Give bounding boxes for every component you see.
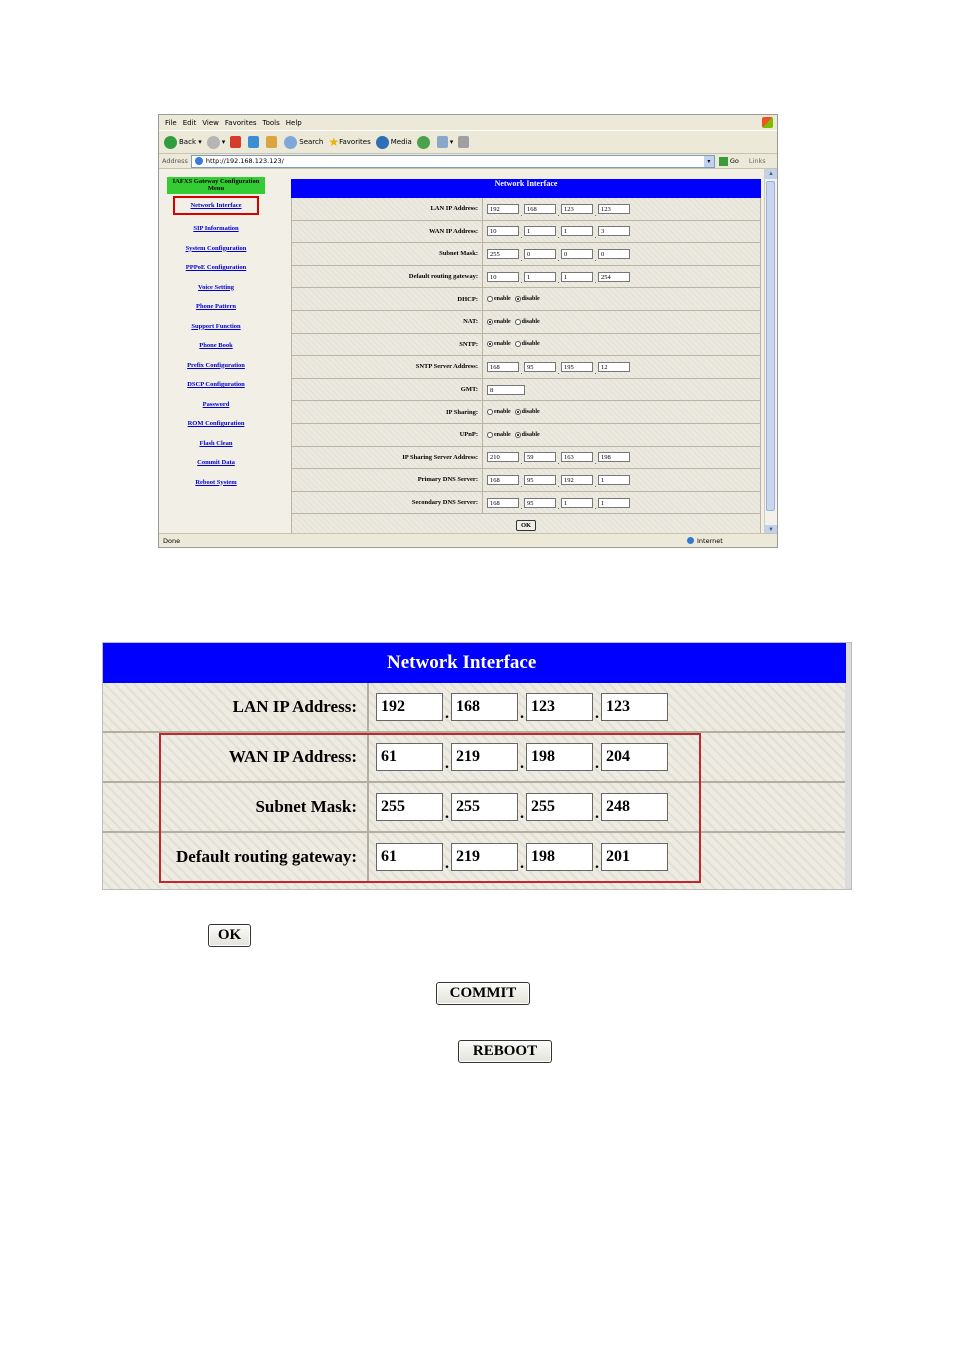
zoom-lan-octet-1[interactable]: 192 <box>376 693 443 721</box>
menu-favorites[interactable]: Favorites <box>224 118 257 127</box>
nat-label: NAT: <box>292 311 483 333</box>
zoom-wan-octet-1[interactable]: 61 <box>376 743 443 771</box>
reboot-button[interactable]: REBOOT <box>458 1040 552 1063</box>
zoom-mask-octet-2[interactable]: 255 <box>451 793 518 821</box>
sntp-label: SNTP: <box>292 334 483 356</box>
upnp-enable-radio[interactable] <box>487 432 493 438</box>
media-icon <box>376 136 389 149</box>
dhcp-enable-option[interactable]: enable <box>487 296 511 302</box>
security-zone: Internet <box>687 537 723 545</box>
wan-ip-row: WAN IP Address: 10 . 1 . 1 . 3 <box>291 221 761 244</box>
windows-logo-icon <box>762 117 773 128</box>
address-input[interactable] <box>191 155 715 168</box>
dhcp-disable-option[interactable]: disable <box>515 296 540 302</box>
status-text: Done <box>163 536 181 545</box>
scroll-down-icon[interactable]: ▼ <box>765 525 777 535</box>
nat-disable-option[interactable]: disable <box>515 319 540 325</box>
lan-ip-label: LAN IP Address: <box>292 198 483 220</box>
zoom-wan-row: WAN IP Address: 61 . 219 . 198 . 204 <box>103 733 851 783</box>
zoom-lan-row: LAN IP Address: 192 . 168 . 123 . 123 <box>103 683 851 733</box>
sntp-server-octet-1[interactable]: 168 <box>487 362 519 372</box>
gateway-octet-4[interactable]: 254 <box>598 272 630 282</box>
home-icon <box>266 136 277 148</box>
home-button[interactable] <box>266 136 279 148</box>
secondary-dns-octet-4[interactable]: 1 <box>598 498 630 508</box>
sntp-disable-radio[interactable] <box>515 341 521 347</box>
sntp-server-octet-4[interactable]: 12 <box>598 362 630 372</box>
address-dropdown-icon[interactable]: ▾ <box>704 156 714 167</box>
lan-ip-octet-2[interactable]: 168 <box>524 204 556 214</box>
gateway-octet-3[interactable]: 1 <box>561 272 593 282</box>
wan-ip-octet-4[interactable]: 3 <box>598 226 630 236</box>
primary-dns-octet-3[interactable]: 192 <box>561 475 593 485</box>
menu-link-flash-clean[interactable]: Flash Clean <box>199 439 233 447</box>
mask-octet-1[interactable]: 255 <box>487 249 519 259</box>
ok-button-large[interactable]: OK <box>208 924 251 947</box>
zoom-gateway-label: Default routing gateway: <box>103 833 369 881</box>
zoomed-network-panel <box>102 642 852 890</box>
status-bar <box>159 533 777 547</box>
ip-sharing-disable-radio[interactable] <box>515 409 521 415</box>
primary-dns-octet-1[interactable]: 168 <box>487 475 519 485</box>
sntp-server-row: SNTP Server Address: 168 . 95 . 195 . 12 <box>291 356 761 379</box>
address-bar <box>159 154 777 169</box>
config-menu <box>167 177 265 492</box>
sntp-server-label: SNTP Server Address: <box>292 356 483 378</box>
zoom-lan-label: LAN IP Address: <box>103 683 369 731</box>
lan-ip-octet-4[interactable]: 123 <box>598 204 630 214</box>
sntp-disable-option[interactable]: disable <box>515 341 540 347</box>
zoom-gateway-octet-1[interactable]: 61 <box>376 843 443 871</box>
lan-ip-octet-1[interactable]: 192 <box>487 204 519 214</box>
menu-link-pppoe-configuration[interactable]: PPPoE Configuration <box>185 264 247 271</box>
menu-link-voice-setting[interactable]: Voice Setting <box>197 283 235 291</box>
secondary-dns-label: Secondary DNS Server: <box>292 492 483 514</box>
address-label: Address <box>162 157 188 165</box>
zoom-lan-octet-4[interactable]: 123 <box>601 693 668 721</box>
menu-edit[interactable]: Edit <box>182 118 197 127</box>
menu-link-system-configuration[interactable]: System Configuration <box>185 244 247 252</box>
nat-enable-radio[interactable] <box>487 319 493 325</box>
subnet-mask-row: Subnet Mask: 255 . 0 . 0 . 0 <box>291 243 761 266</box>
upnp-enable-option[interactable]: enable <box>487 432 511 438</box>
refresh-icon <box>248 136 259 148</box>
upnp-row <box>291 424 761 447</box>
lan-ip-row: LAN IP Address: 192 . 168 . 123 . 123 <box>291 198 761 221</box>
upnp-label: UPnP: <box>292 424 483 446</box>
sntp-enable-option[interactable]: enable <box>487 341 511 347</box>
ip-sharing-server-octet-1[interactable]: 210 <box>487 452 519 462</box>
stop-icon <box>230 136 241 148</box>
sntp-row <box>291 334 761 357</box>
zoom-gateway-octet-3[interactable]: 198 <box>526 843 593 871</box>
zoom-wan-octet-3[interactable]: 198 <box>526 743 593 771</box>
primary-dns-octet-4[interactable]: 1 <box>598 475 630 485</box>
primary-dns-row: Primary DNS Server: 168 . 95 . 192 . 1 <box>291 469 761 492</box>
menu-link-phone-pattern[interactable]: Phone Pattern <box>196 303 236 310</box>
star-icon: ★ <box>328 135 340 149</box>
go-button[interactable]: Go <box>719 157 739 166</box>
ok-button[interactable]: OK <box>516 520 536 531</box>
history-button[interactable] <box>417 136 432 149</box>
ip-sharing-server-octet-2[interactable]: 59 <box>524 452 556 462</box>
zoom-mask-label: Subnet Mask: <box>103 783 369 831</box>
links-button[interactable]: Links <box>748 157 766 165</box>
sntp-server-octet-2[interactable]: 95 <box>524 362 556 372</box>
ip-sharing-server-octet-4[interactable]: 198 <box>598 452 630 462</box>
vertical-scrollbar[interactable] <box>764 169 777 535</box>
browser-window <box>158 114 778 548</box>
mail-button[interactable]: ▾ <box>437 136 454 148</box>
menu-link-prefix-configuration[interactable]: Prefix Configuration <box>187 361 245 369</box>
mail-icon <box>437 136 448 148</box>
back-arrow-icon <box>164 136 177 149</box>
sntp-enable-radio[interactable] <box>487 341 493 347</box>
search-icon <box>284 136 297 149</box>
network-interface-panel <box>291 179 761 537</box>
sntp-server-octet-3[interactable]: 195 <box>561 362 593 372</box>
refresh-button[interactable] <box>248 136 261 148</box>
menu-link-commit-data[interactable]: Commit Data <box>197 459 235 466</box>
menu-view[interactable]: View <box>202 118 219 127</box>
ip-sharing-label: IP Sharing: <box>292 401 483 423</box>
forward-arrow-icon <box>207 136 220 149</box>
zoom-mask-octet-1[interactable]: 255 <box>376 793 443 821</box>
ip-sharing-row <box>291 401 761 424</box>
print-icon <box>458 136 469 148</box>
scroll-thumb[interactable] <box>766 181 775 511</box>
upnp-disable-radio[interactable] <box>515 432 521 438</box>
menu-link-network-interface[interactable]: Network Interface <box>173 196 259 215</box>
mask-octet-3[interactable]: 0 <box>561 249 593 259</box>
gmt-input[interactable]: 8 <box>487 385 525 395</box>
menu-help[interactable]: Help <box>285 118 302 127</box>
page-content <box>159 169 765 535</box>
dhcp-label: DHCP: <box>292 288 483 310</box>
ip-sharing-disable-option[interactable]: disable <box>515 409 540 415</box>
zoom-lan-octet-3[interactable]: 123 <box>526 693 593 721</box>
favorites-button[interactable]: ★ Favorites <box>328 135 371 149</box>
menu-link-reboot-system[interactable]: Reboot System <box>195 478 237 486</box>
ip-sharing-server-label: IP Sharing Server Address: <box>292 447 483 469</box>
gmt-row <box>291 379 761 402</box>
commit-button[interactable]: COMMIT <box>436 982 530 1005</box>
menu-bar <box>159 115 777 130</box>
zoom-panel-title: Network Interface <box>103 643 851 683</box>
url-text: http://192.168.123.123/ <box>205 157 284 165</box>
dhcp-enable-radio[interactable] <box>487 296 493 302</box>
primary-dns-octet-2[interactable]: 95 <box>524 475 556 485</box>
zoom-gateway-octet-2[interactable]: 219 <box>451 843 518 871</box>
primary-dns-label: Primary DNS Server: <box>292 469 483 491</box>
media-button[interactable]: Media <box>376 136 412 149</box>
wan-ip-label: WAN IP Address: <box>292 221 483 243</box>
secondary-dns-octet-3[interactable]: 1 <box>561 498 593 508</box>
ip-sharing-enable-option[interactable]: enable <box>487 409 511 415</box>
menu-link-dscp-configuration[interactable]: DSCP Configuration <box>187 381 245 388</box>
menu-file[interactable]: File <box>165 118 177 127</box>
dhcp-row <box>291 288 761 311</box>
menu-link-password[interactable]: Password <box>202 400 230 408</box>
secondary-dns-row: Secondary DNS Server: 168 . 95 . 1 . 1 <box>291 492 761 515</box>
nat-enable-option[interactable]: enable <box>487 319 511 325</box>
mask-octet-4[interactable]: 0 <box>598 249 630 259</box>
wan-ip-octet-3[interactable]: 1 <box>561 226 593 236</box>
print-button[interactable] <box>458 136 471 148</box>
globe-icon <box>687 537 694 544</box>
gateway-label: Default routing gateway: <box>292 266 483 288</box>
zoom-gateway-octet-4[interactable]: 201 <box>601 843 668 871</box>
upnp-disable-option[interactable]: disable <box>515 432 540 438</box>
zoom-mask-octet-3[interactable]: 255 <box>526 793 593 821</box>
zoom-mask-row: Subnet Mask: 255 . 255 . 255 . 248 <box>103 783 851 833</box>
gateway-octet-2[interactable]: 1 <box>524 272 556 282</box>
back-button[interactable]: Back ▾ <box>164 136 202 149</box>
gmt-label: GMT: <box>292 379 483 401</box>
mask-octet-2[interactable]: 0 <box>524 249 556 259</box>
panel-title: Network Interface <box>291 179 761 198</box>
zoom-wan-octet-2[interactable]: 219 <box>451 743 518 771</box>
secondary-dns-octet-1[interactable]: 168 <box>487 498 519 508</box>
nat-disable-radio[interactable] <box>515 319 521 325</box>
menu-link-sip-information[interactable]: SIP Information <box>193 225 239 232</box>
go-arrow-icon <box>719 157 728 166</box>
ip-sharing-server-octet-3[interactable]: 163 <box>561 452 593 462</box>
gateway-row: Default routing gateway: 10 . 1 . 1 . 254 <box>291 266 761 289</box>
scroll-up-icon[interactable]: ▲ <box>765 169 777 179</box>
stop-button[interactable] <box>230 136 243 148</box>
ip-sharing-server-row: IP Sharing Server Address: 210 . 59 . 163 . 198 <box>291 447 761 470</box>
lan-ip-octet-3[interactable]: 123 <box>561 204 593 214</box>
ip-sharing-enable-radio[interactable] <box>487 409 493 415</box>
forward-button[interactable]: ▾ <box>207 136 226 149</box>
gateway-octet-1[interactable]: 10 <box>487 272 519 282</box>
wan-ip-octet-2[interactable]: 1 <box>524 226 556 236</box>
menu-tools[interactable]: Tools <box>262 118 280 127</box>
zoom-wan-octet-4[interactable]: 204 <box>601 743 668 771</box>
history-icon <box>417 136 430 149</box>
zoom-right-edge <box>845 683 851 890</box>
wan-ip-octet-1[interactable]: 10 <box>487 226 519 236</box>
page-icon <box>195 157 203 165</box>
zoom-wan-label: WAN IP Address: <box>103 733 369 781</box>
subnet-mask-label: Subnet Mask: <box>292 243 483 265</box>
menu-link-support-function[interactable]: Support Function <box>191 322 241 330</box>
zoom-gateway-row: Default routing gateway: 61 . 219 . 198 . 201 <box>103 833 851 881</box>
menu-link-rom-configuration[interactable]: ROM Configuration <box>187 420 245 427</box>
zoom-lan-octet-2[interactable]: 168 <box>451 693 518 721</box>
secondary-dns-octet-2[interactable]: 95 <box>524 498 556 508</box>
nat-row <box>291 311 761 334</box>
menu-link-phone-book[interactable]: Phone Book <box>199 342 233 349</box>
menu-title: IAFXS Gateway Configuration Menu <box>167 177 265 194</box>
toolbar <box>159 130 777 154</box>
search-button[interactable]: Search <box>284 136 323 149</box>
dhcp-disable-radio[interactable] <box>515 296 521 302</box>
zoom-mask-octet-4[interactable]: 248 <box>601 793 668 821</box>
